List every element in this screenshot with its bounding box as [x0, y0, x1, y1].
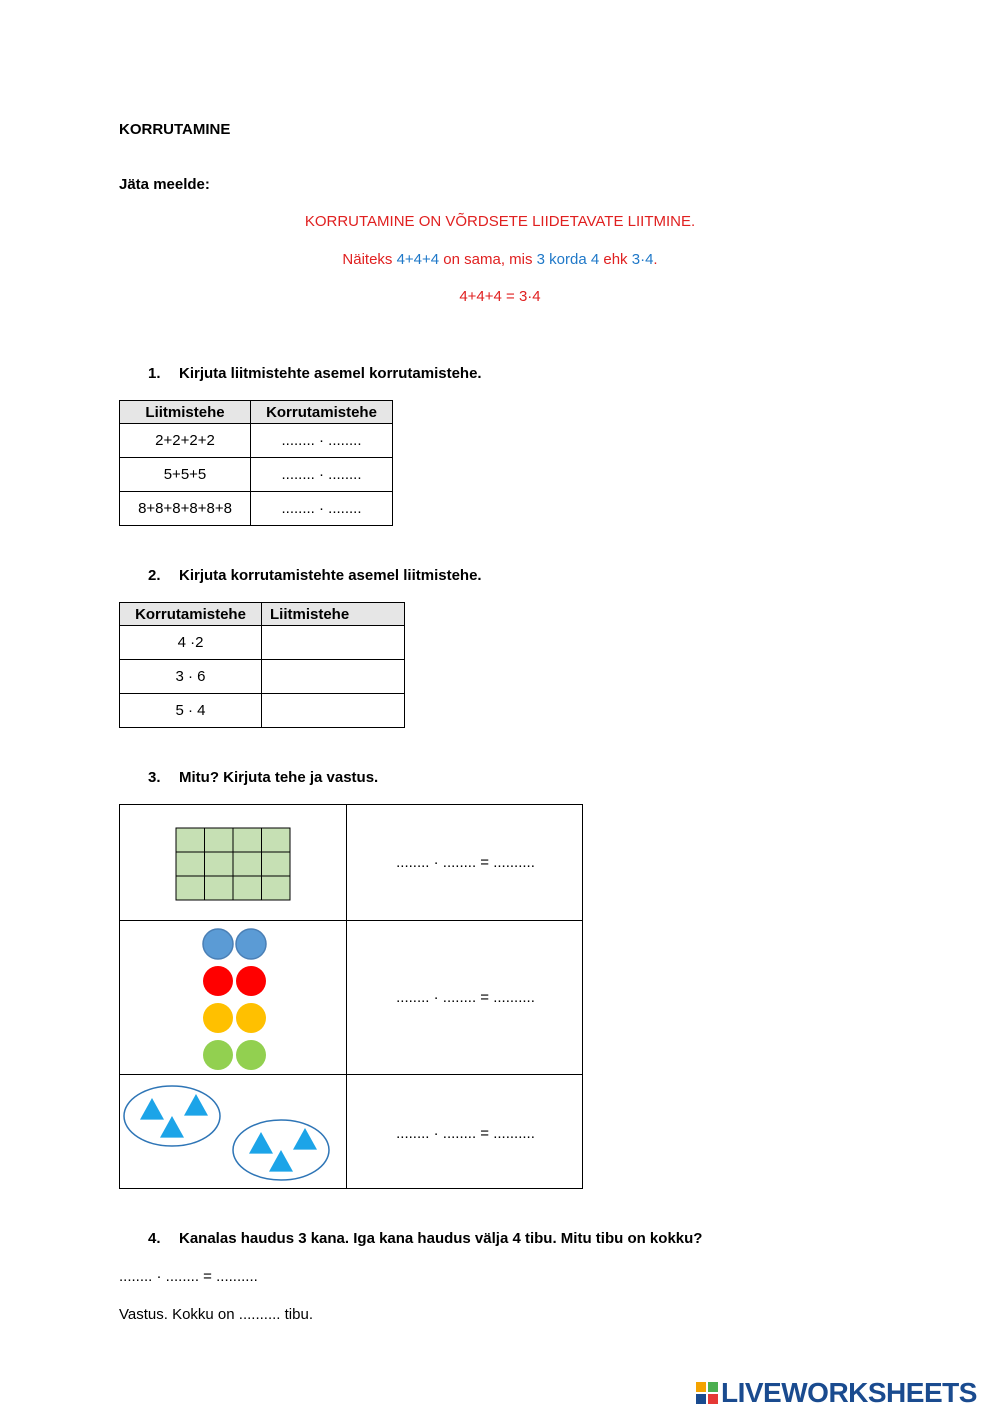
grid-square: [176, 876, 205, 900]
task-4-answer[interactable]: Vastus. Kokku on .......... tibu.: [119, 1306, 313, 1323]
green-grid: [176, 828, 290, 900]
task-3-heading: [148, 769, 378, 786]
triangle-groups: [124, 1086, 329, 1180]
task-1-table: [119, 400, 393, 526]
table-header: Korrutamistehe: [120, 603, 262, 626]
answer-cell[interactable]: ........ · ........: [251, 458, 393, 492]
table-header: Liitmistehe: [120, 401, 251, 424]
example-part: 3·4: [631, 251, 654, 268]
table-row: [120, 424, 393, 458]
task-3-table: [119, 804, 583, 1189]
task-text: Kirjuta liitmistehte asemel korrutamistehe.: [179, 365, 482, 382]
circle-dot: [236, 1003, 266, 1033]
rule-formula: 4+4+4 = 3·4: [459, 288, 541, 305]
circle-dot: [203, 1003, 233, 1033]
grid-square: [262, 876, 291, 900]
page-title: KORRUTAMINE: [119, 121, 231, 138]
answer-cell[interactable]: ........ · ........: [251, 492, 393, 526]
answer-cell[interactable]: [262, 660, 405, 694]
circle-dot: [236, 966, 266, 996]
triangle-shape: [293, 1128, 317, 1150]
equation-blank[interactable]: ........ · ........ = ..........: [396, 989, 535, 1006]
equation-blank[interactable]: ........ · ........ = ..........: [396, 854, 535, 871]
answer-cell[interactable]: [262, 694, 405, 728]
circle-dot: [236, 1040, 266, 1070]
triangle-shape: [184, 1094, 208, 1116]
grid-square: [176, 828, 205, 852]
liveworksheets-logo: [696, 1377, 977, 1409]
task-text: Kirjuta korrutamistehte asemel liitmistehe.: [179, 567, 482, 584]
task-number: 4.: [148, 1230, 161, 1247]
table-header: Korrutamistehe: [251, 401, 393, 424]
example-part: Näiteks: [342, 251, 397, 268]
circle-dot: [203, 929, 233, 959]
example-part: on sama, mis: [439, 251, 537, 268]
table-cell: 3 · 6: [120, 660, 262, 694]
table-row: [120, 626, 405, 660]
table-cell: 5+5+5: [120, 458, 251, 492]
example-part: .: [653, 251, 658, 268]
grid-square: [233, 828, 262, 852]
table-row: [120, 660, 405, 694]
table-row: [120, 492, 393, 526]
task-2-heading: [148, 567, 482, 584]
grid-square: [205, 876, 234, 900]
circle-dot: [236, 929, 266, 959]
logo-text: LIVEWORKSHEETS: [721, 1377, 977, 1408]
rule-statement: KORRUTAMINE ON VÕRDSETE LIIDETAVATE LIITMINE.: [304, 213, 696, 230]
table-row: [120, 458, 393, 492]
task-text: Mitu? Kirjuta tehe ja vastus.: [179, 769, 379, 786]
logo-icon: [696, 1382, 718, 1404]
grid-square: [205, 852, 234, 876]
task-text: Kanalas haudus 3 kana. Iga kana haudus välja 4 tibu. Mitu tibu on kokku?: [179, 1230, 703, 1247]
rule-example: [0, 251, 1000, 268]
task-4-heading: [148, 1230, 702, 1247]
example-part: 4+4+4: [396, 251, 440, 268]
grid-square: [176, 852, 205, 876]
table-cell: 5 · 4: [120, 694, 262, 728]
task-3-pictures: [120, 805, 346, 1188]
circle-dot: [203, 1040, 233, 1070]
task-4-equation[interactable]: ........ · ........ = ..........: [119, 1268, 258, 1285]
grid-square: [262, 852, 291, 876]
remember-label: Jäta meelde:: [119, 176, 210, 193]
grid-square: [233, 876, 262, 900]
task-number: 2.: [148, 567, 161, 584]
grid-square: [205, 828, 234, 852]
colored-circles: [203, 929, 266, 1070]
triangle-shape: [140, 1098, 164, 1120]
task-1-heading: [148, 365, 482, 382]
task-number: 1.: [148, 365, 161, 382]
answer-cell[interactable]: [262, 626, 405, 660]
triangle-shape: [249, 1132, 273, 1154]
answer-cell[interactable]: ........ · ........: [251, 424, 393, 458]
task-number: 3.: [148, 769, 161, 786]
example-part: ehk: [599, 251, 632, 268]
table-cell: 4 ·2: [120, 626, 262, 660]
table-cell: 2+2+2+2: [120, 424, 251, 458]
grid-square: [262, 828, 291, 852]
example-part: 3 korda 4: [536, 251, 600, 268]
grid-square: [233, 852, 262, 876]
circle-dot: [203, 966, 233, 996]
equation-blank[interactable]: ........ · ........ = ..........: [396, 1125, 535, 1142]
table-header: Liitmistehe: [262, 603, 405, 626]
task-2-table: [119, 602, 405, 728]
table-row: [120, 694, 405, 728]
table-cell: 8+8+8+8+8+8: [120, 492, 251, 526]
